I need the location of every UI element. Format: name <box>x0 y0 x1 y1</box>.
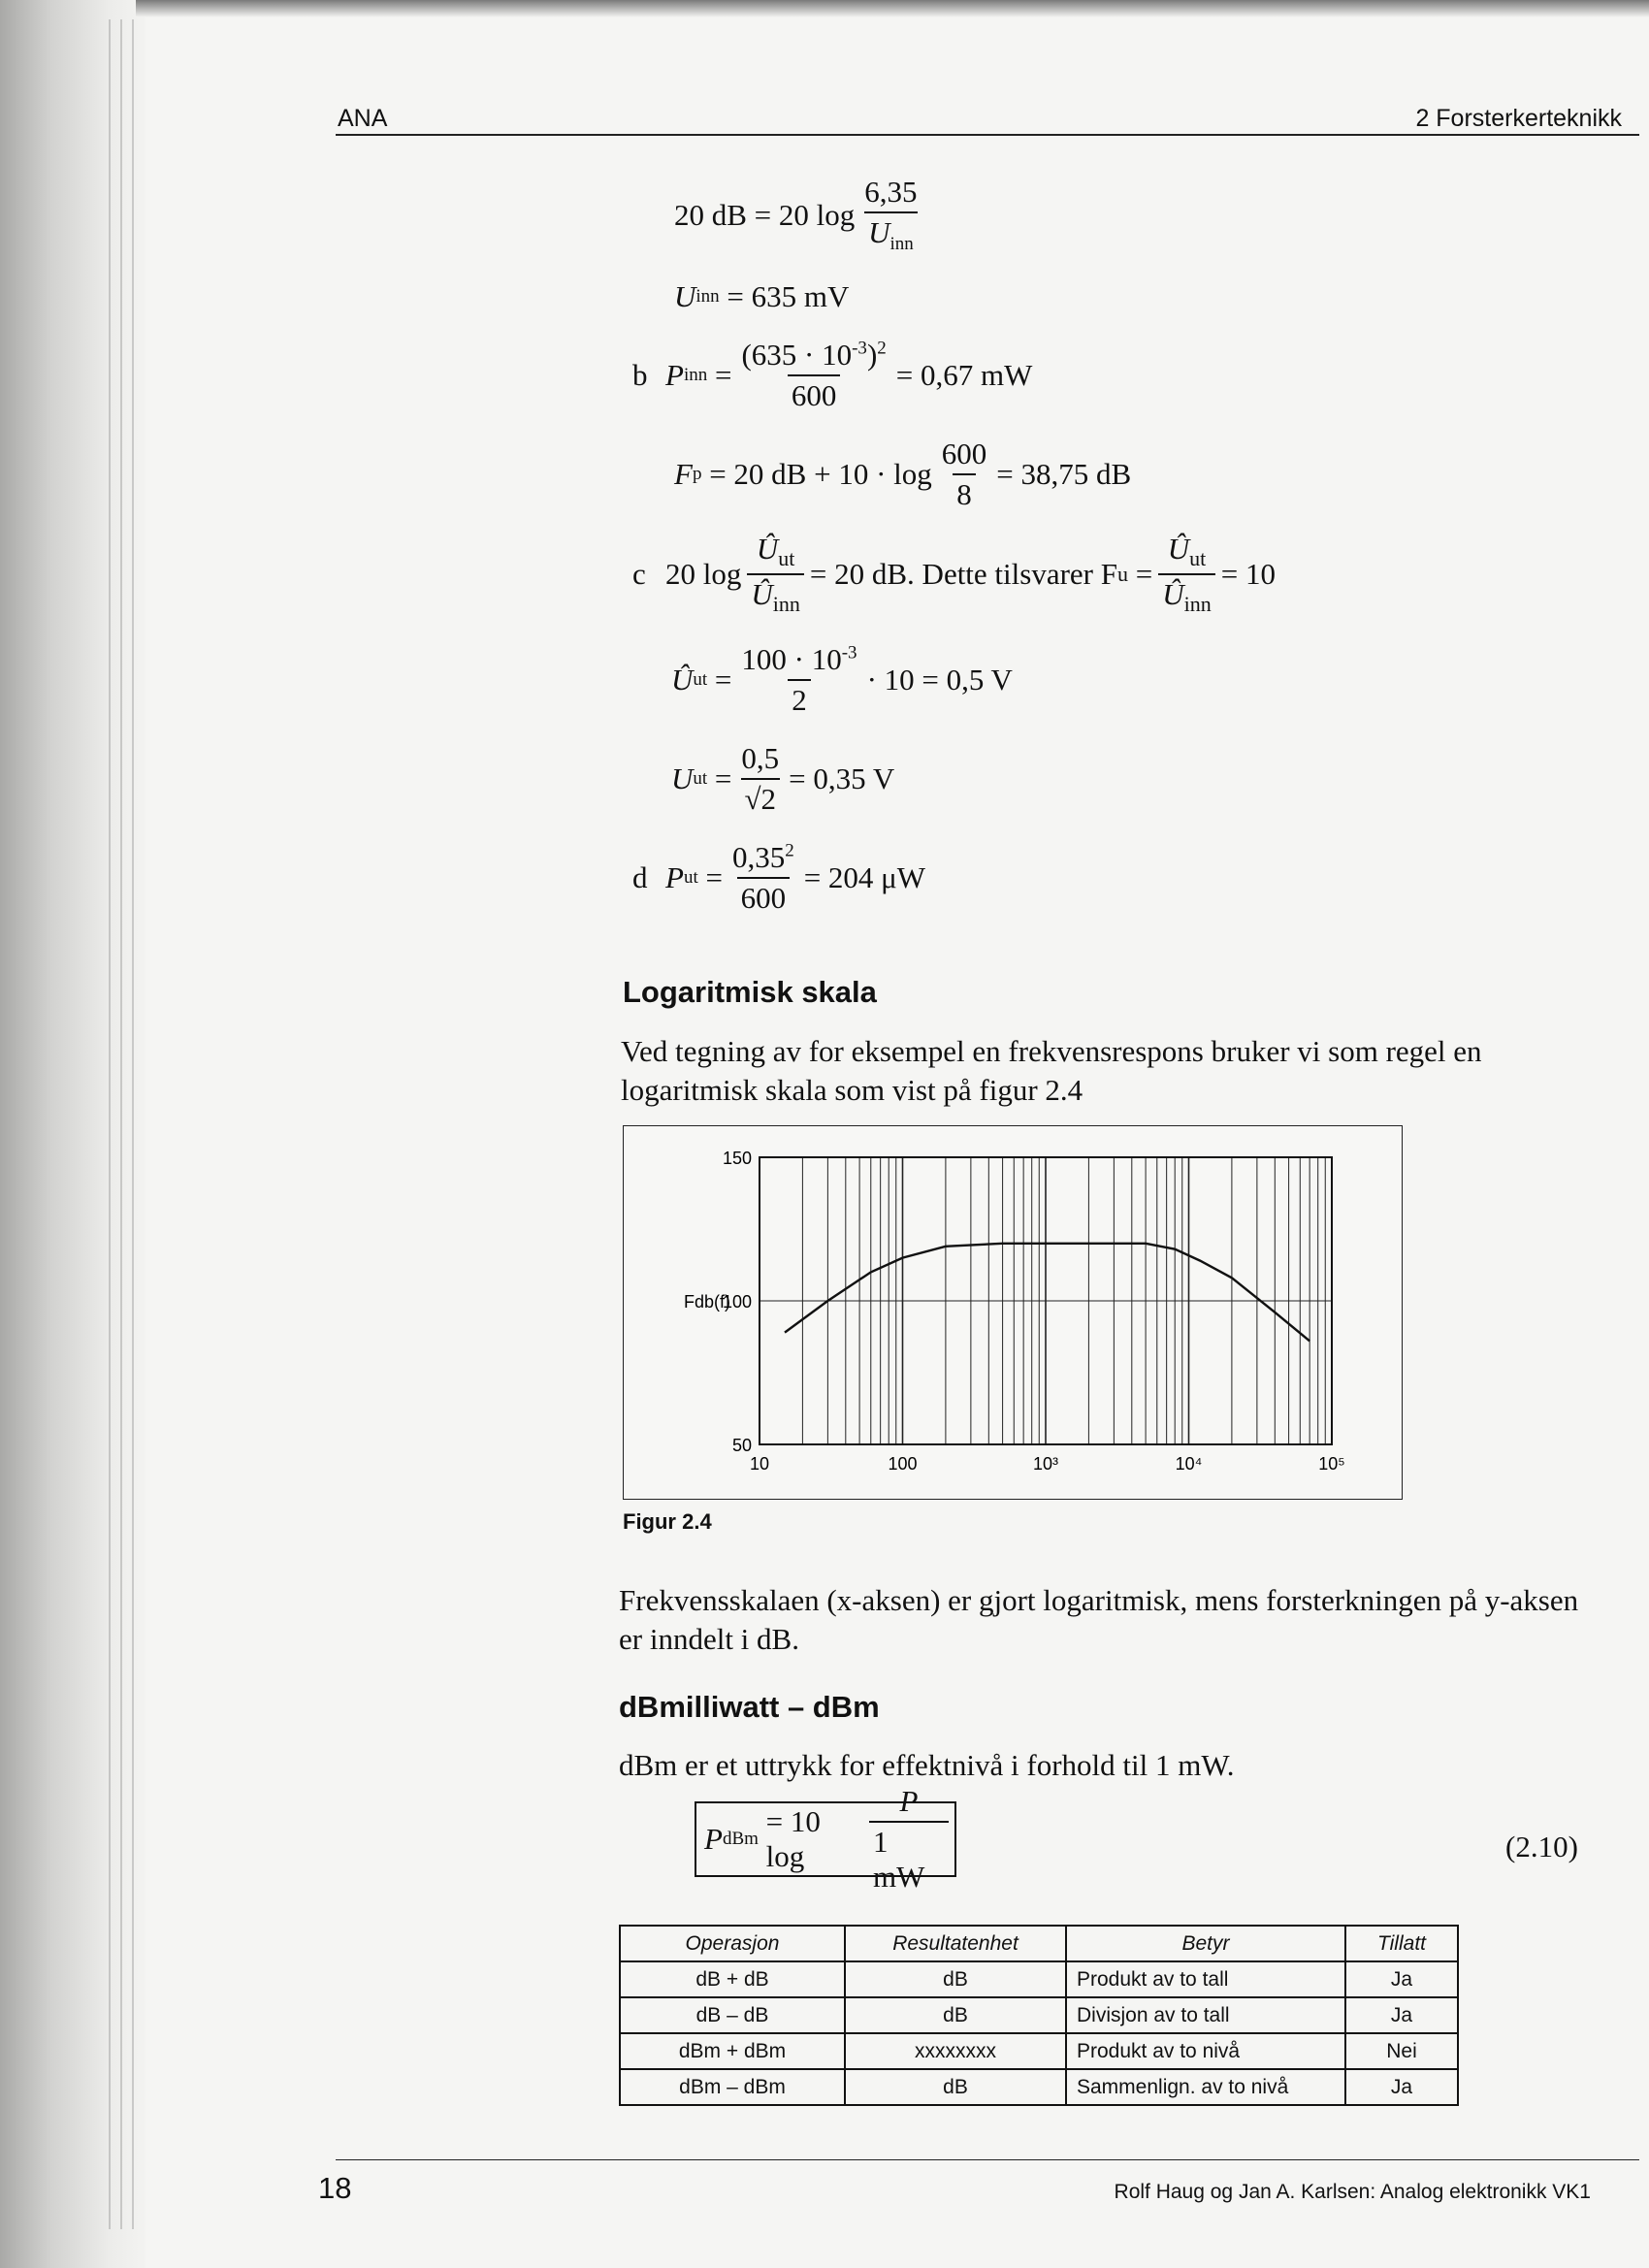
col-header-allowed: Tillatt <box>1345 1926 1458 1961</box>
section-heading-dbm: dBmilliwatt – dBm <box>619 1690 880 1724</box>
x-tick-label: 10 <box>749 1454 770 1474</box>
operations-table <box>619 1925 1459 2106</box>
x-tick-label: 10⁴ <box>1175 1454 1203 1474</box>
log-scale-paragraph: Ved tegning av for eksempel en frekvensrespons bruker vi som regel en logaritmisk skala som vist på figur 2.4 <box>621 1034 1482 1107</box>
footer-credit: Rolf Haug og Jan A. Karlsen: Analog elektronikk VK1 <box>1114 2181 1591 2203</box>
x-tick-label: 10³ <box>1032 1454 1059 1474</box>
table-cell: Divisjon av to tall <box>1066 1997 1345 2033</box>
y-tick-label: 150 <box>722 1149 752 1168</box>
equation-number: (2.10) <box>1505 1830 1578 1863</box>
table-cell: dB – dB <box>620 1997 845 2033</box>
table-row <box>620 2033 1458 2069</box>
table-row <box>620 2069 1458 2105</box>
table-cell: dB <box>845 1997 1066 2033</box>
table-cell: Ja <box>1345 1997 1458 2033</box>
x-tick-label: 100 <box>888 1454 918 1474</box>
figure-2-4-chart <box>623 1125 1403 1500</box>
frequency-response-svg <box>624 1126 1402 1499</box>
dbm-paragraph: dBm er et uttrykk for effektnivå i forhold til 1 mW. <box>619 1748 1235 1782</box>
header-rule <box>336 134 1639 136</box>
y-axis-label: Fdb(f) <box>683 1292 730 1312</box>
book-page-edges <box>0 0 146 2268</box>
table-cell: dB <box>845 2069 1066 2105</box>
table-cell: Produkt av to tall <box>1066 1961 1345 1997</box>
col-header-unit: Resultatenhet <box>845 1926 1066 1961</box>
equation-6: Û ut = $\frac{100 \cdot 10^{-3}}{2}$ · 10 = 0,5 V <box>671 642 1013 717</box>
equation-5: c 20 log $\frac{Û_{ut}}{Û_{inn}}$ = 20 dB. Dette tilsvarer F u = $\frac{Û_{ut}}{Û_{inn}}$ = 10 <box>632 532 1276 617</box>
footer-rule <box>336 2159 1639 2160</box>
table-cell: dBm + dBm <box>620 2033 845 2069</box>
equation-1: 20 dB = 20 log $\frac{6,35}{U_{inn}}$ <box>674 175 918 255</box>
running-header-left: ANA <box>338 105 388 132</box>
table-cell: Sammenlign. av to nivå <box>1066 2069 1345 2105</box>
table-row <box>620 1961 1458 1997</box>
top-shadow <box>136 0 1649 17</box>
table-cell: Produkt av to nivå <box>1066 2033 1345 2069</box>
page-number: 18 <box>318 2171 352 2205</box>
table-cell: xxxxxxxx <box>845 2033 1066 2069</box>
table-cell: Ja <box>1345 2069 1458 2105</box>
equation-7: U ut = $\frac{0,5}{√2}$ = 0,35 V <box>671 741 895 816</box>
table-cell: dBm – dBm <box>620 2069 845 2105</box>
col-header-meaning: Betyr <box>1066 1926 1345 1961</box>
equation-3: b P inn = $\frac{(635 \cdot 10^{-3})^2}{600}$ = 0,67 mW <box>632 338 1033 412</box>
equation-2: U inn = 635 mV <box>674 279 850 313</box>
table-cell: Ja <box>1345 1961 1458 1997</box>
table-cell: dB + dB <box>620 1961 845 1997</box>
table-cell: Nei <box>1345 2033 1458 2069</box>
running-header-right: 2 Forsterkerteknikk <box>1415 105 1622 132</box>
y-tick-label: 50 <box>731 1436 752 1455</box>
x-tick-label: 10⁵ <box>1318 1454 1345 1474</box>
table-row <box>620 1997 1458 2033</box>
section-heading-log-scale: Logaritmisk skala <box>623 975 877 1009</box>
figure-caption: Figur 2.4 <box>623 1509 712 1534</box>
table-cell: dB <box>845 1961 1066 1997</box>
axis-explanation-paragraph: Frekvensskalaen (x-aksen) er gjort logaritmisk, mens forsterkningen på y-aksen er inndelt i dB. <box>619 1583 1579 1656</box>
dbm-formula-box: P dBm = 10 log $\frac{P}{1 mW}$ <box>695 1801 956 1877</box>
response-curve <box>785 1244 1310 1342</box>
equation-4: F p = 20 dB + 10 · log $\frac{600}{8}$ = 38,75 dB <box>674 437 1132 511</box>
col-header-operation: Operasjon <box>620 1926 845 1961</box>
y-tick-label: 100 <box>722 1292 752 1312</box>
equation-8: d P ut = $\frac{0,35^2}{600}$ = 204 μW <box>632 840 926 915</box>
